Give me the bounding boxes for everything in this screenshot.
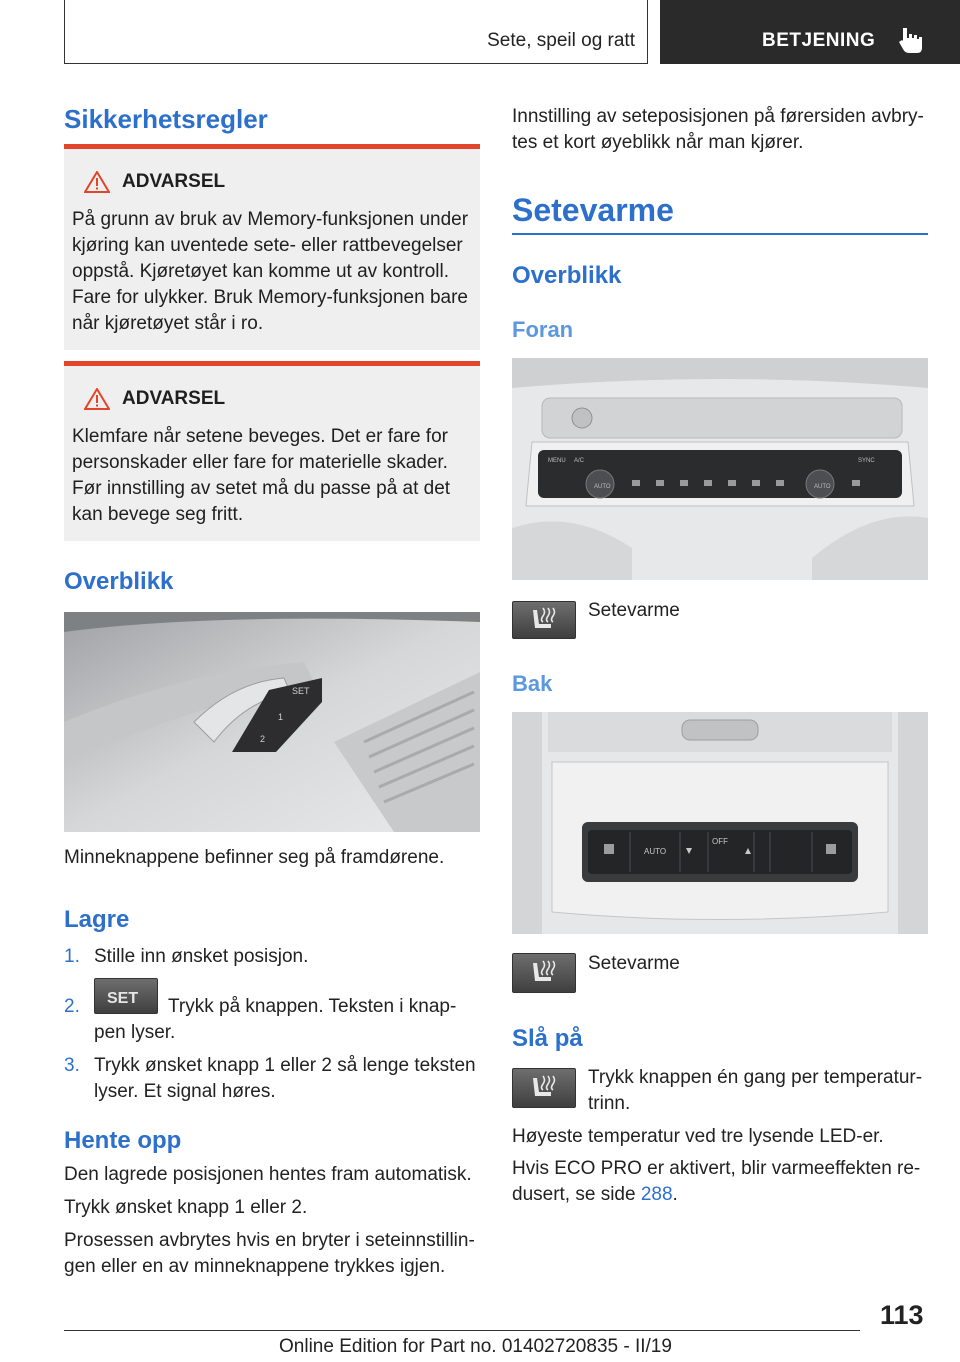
overview-heading-right: Overblikk	[512, 262, 622, 289]
max-temp-text: Høyeste temperatur ved tre lysende LED-er.	[512, 1126, 884, 1147]
seat-heating-heading: Setevarme	[512, 192, 674, 228]
warning-box-1	[64, 144, 480, 350]
front-auto-right-label: AUTO	[814, 484, 831, 490]
door-button-2-label: 2	[260, 734, 266, 744]
seat-heating-icon	[512, 1068, 576, 1108]
switch-on-heading: Slå på	[512, 1025, 583, 1052]
footer-rule	[64, 1330, 860, 1331]
front-sync-label: SYNC	[858, 458, 875, 464]
rear-off-label: OFF	[712, 837, 728, 846]
warning-1-title: ADVARSEL	[122, 171, 226, 192]
header-chapter-title: BETJENING	[762, 30, 876, 51]
header-section-title: Sete, speil og ratt	[487, 30, 635, 51]
rear-climate-panel-photo	[512, 712, 928, 934]
rear-auto-label: AUTO	[644, 847, 667, 856]
seat-intro-text: Innstilling av seteposisjonen på førersiden avbry- tes et kort øyeblikk når man kjører.	[512, 106, 924, 153]
front-auto-left-label: AUTO	[594, 484, 611, 490]
rear-icon-label: Setevarme	[588, 953, 680, 974]
warning-triangle-icon	[84, 171, 110, 193]
page-288-link[interactable]: 288	[640, 1184, 673, 1205]
recall-paragraph-3: Prosessen avbrytes hvis en bryter i seteinnstillin- gen eller en av minneknappene trykkes igjen.	[64, 1230, 475, 1277]
warning-box-2	[64, 361, 480, 541]
heading-rule	[512, 233, 928, 235]
footer-edition: Online Edition for Part no. 01402720835 - II/19	[279, 1336, 672, 1357]
set-button-icon: SET	[94, 978, 158, 1014]
seat-heating-icon	[512, 953, 576, 993]
safety-heading: Sikkerhetsregler	[64, 104, 268, 134]
front-menu-label: MENU	[548, 458, 566, 464]
warning-1-text: På grunn av bruk av Memory-funksjonen under kjøring kan uventede sete- eller rattbevegelser oppstå. Kjøretøyet kan komme ut av kontroll. Fare for ulykker. Bruk Memory-funksjonen bare når kjøretøyet står i ro.	[72, 209, 469, 334]
header-section-box	[64, 0, 648, 64]
store-heading: Lagre	[64, 906, 130, 933]
door-button-1-label: 1	[278, 712, 284, 722]
step-1: 1. Stille inn ønsket posisjon.	[64, 946, 309, 967]
seat-heating-icon	[512, 601, 576, 639]
step-2: 2. SET Trykk på knappen. Teksten i knap- pen lyser.	[64, 978, 484, 1042]
door-memory-buttons-photo	[64, 612, 480, 832]
hand-pointer-icon	[898, 26, 924, 54]
warning-triangle-icon	[84, 388, 110, 410]
recall-paragraph-1: Den lagrede posisjonen hentes fram automatisk.	[64, 1164, 472, 1185]
warning-2-text: Klemfare når setene beveges. Det er fare for personskader eller fare for materielle skader. Før innstilling av setet må du passe på at det kan bevege seg fritt.	[72, 426, 451, 525]
door-caption: Minneknappene befinner seg på framdørene.	[64, 847, 445, 868]
front-climate-panel-photo	[512, 358, 928, 580]
overview-heading-left: Overblikk	[64, 568, 174, 595]
recall-paragraph-2: Trykk ønsket knapp 1 eller 2.	[64, 1197, 308, 1218]
header-chapter-box	[660, 0, 960, 64]
switch-on-text: Trykk knappen én gang per temperatur- trinn.	[588, 1067, 923, 1114]
front-subheading: Foran	[512, 317, 574, 342]
rear-subheading: Bak	[512, 671, 553, 696]
recall-heading: Hente opp	[64, 1127, 182, 1154]
front-ac-label: A/C	[574, 458, 585, 464]
warning-2-title: ADVARSEL	[122, 388, 226, 409]
door-set-label: SET	[292, 686, 310, 696]
page-number: 113	[880, 1300, 924, 1330]
front-icon-label: Setevarme	[588, 600, 680, 621]
eco-pro-text: Hvis ECO PRO er aktivert, blir varmeeffekten re- dusert, se side 288.	[512, 1158, 921, 1205]
